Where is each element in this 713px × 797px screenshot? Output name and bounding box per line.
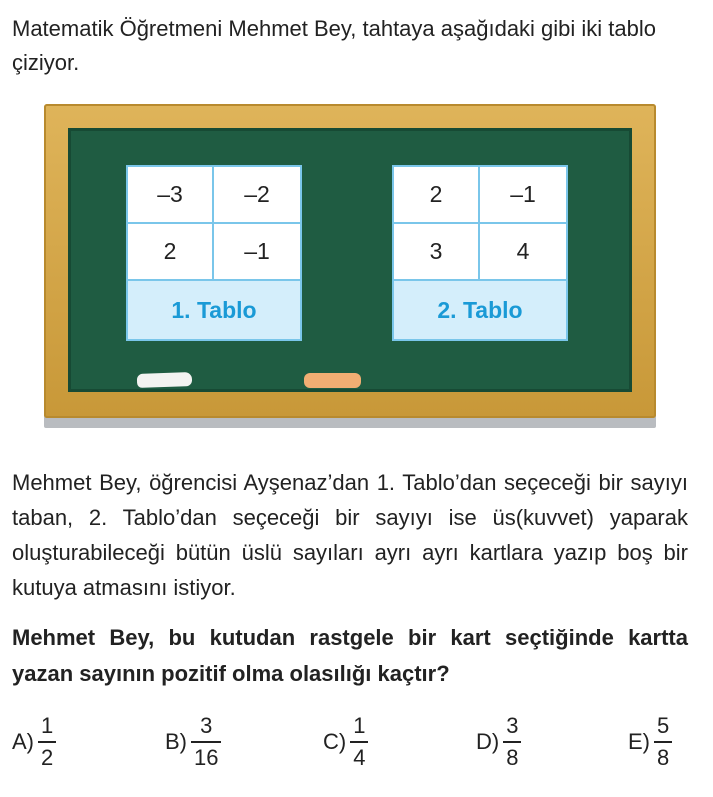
table-1-caption: 1. Tablo xyxy=(128,281,300,339)
option-letter: B) xyxy=(165,729,187,754)
fraction-bar xyxy=(350,741,368,743)
fraction-numerator: 3 xyxy=(200,713,213,738)
fraction-bar xyxy=(654,741,672,743)
option-fraction xyxy=(350,712,368,772)
problem-paragraph: Mehmet Bey, öğrencisi Ayşenaz’dan 1. Tablo’dan seçeceği bir sayıyı taban, 2. Tablo’dan seçeceği bir sayıyı ise üs(kuvvet) yaparak oluşturabileceği bütün üslü sayıları ayrı ayrı kartlara yazıp boş bir kutuya atmasını istiyor. xyxy=(12,470,688,600)
fraction-numerator: 5 xyxy=(657,713,670,738)
table-2-caption: 2. Tablo xyxy=(394,281,566,339)
fraction-denominator: 4 xyxy=(353,745,366,770)
table-2 xyxy=(392,165,568,341)
table-1 xyxy=(126,165,302,341)
option-letter: C) xyxy=(323,729,347,754)
intro-text: Matematik Öğretmeni Mehmet Bey, tahtaya aşağıdaki gibi iki tablo çiziyor. xyxy=(12,16,657,75)
option-fraction xyxy=(191,712,221,772)
fraction-bar xyxy=(38,741,56,743)
option-fraction xyxy=(38,712,56,772)
table-1-cell: –2 xyxy=(214,167,300,224)
fraction-denominator: 2 xyxy=(41,745,54,770)
table-1-cell: 2 xyxy=(128,224,214,281)
fraction-bar xyxy=(503,741,521,743)
option-c[interactable] xyxy=(323,712,368,772)
option-letter: E) xyxy=(628,729,650,754)
option-letter: A) xyxy=(12,729,34,754)
option-a[interactable] xyxy=(12,712,56,772)
option-d[interactable] xyxy=(476,712,521,772)
table-2-cell: 4 xyxy=(480,224,566,281)
white-chalk-icon xyxy=(137,372,192,388)
option-b[interactable] xyxy=(165,712,221,772)
fraction-bar xyxy=(191,741,221,743)
option-fraction xyxy=(503,712,521,772)
fraction-denominator: 16 xyxy=(194,745,219,770)
fraction-numerator: 3 xyxy=(506,713,519,738)
table-2-cell: –1 xyxy=(480,167,566,224)
option-letter: D) xyxy=(476,729,500,754)
fraction-numerator: 1 xyxy=(41,713,54,738)
table-1-cell: –3 xyxy=(128,167,214,224)
table-2-cell: 2 xyxy=(394,167,480,224)
question-text: Mehmet Bey, bu kutudan rastgele bir kart seçtiğinde kartta yazan sayının pozitif olma olasılığı kaçtır? xyxy=(12,625,688,686)
option-fraction xyxy=(654,712,672,772)
table-1-cell: –1 xyxy=(214,224,300,281)
table-2-cell: 3 xyxy=(394,224,480,281)
orange-chalk-icon xyxy=(304,373,361,388)
fraction-denominator: 8 xyxy=(506,745,519,770)
fraction-numerator: 1 xyxy=(353,713,366,738)
option-e[interactable] xyxy=(628,712,672,772)
fraction-denominator: 8 xyxy=(657,745,670,770)
